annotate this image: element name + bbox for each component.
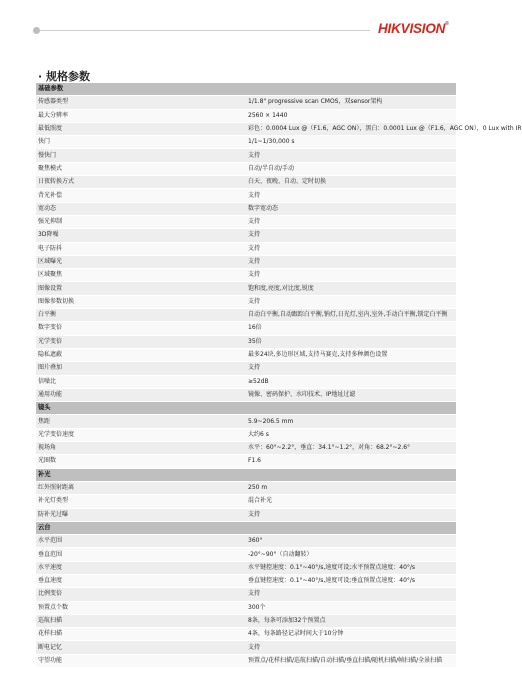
spec-row — [36, 229, 456, 242]
spec-row — [36, 428, 456, 441]
section-header-row — [36, 521, 456, 534]
spec-label: 图像参数切换 — [36, 295, 246, 308]
spec-value: 支持 — [246, 641, 456, 654]
spec-value: 1/1~1/30,000 s — [246, 136, 456, 149]
spec-row — [36, 455, 456, 468]
spec-value: -20°~90°（自动翻转） — [246, 548, 456, 561]
section-header-row — [36, 83, 456, 96]
spec-value: 自动/半自动/手动 — [246, 162, 456, 175]
spec-row — [36, 535, 456, 548]
spec-value: 支持 — [246, 508, 456, 521]
spec-label: 水平范围 — [36, 535, 246, 548]
spec-row — [36, 442, 456, 455]
spec-value: 支持 — [246, 215, 456, 228]
spec-value: 支持 — [246, 362, 456, 375]
spec-label: 视场角 — [36, 442, 246, 455]
spec-value: 白天、夜晚、自动、定时切换 — [246, 176, 456, 189]
spec-row — [36, 162, 456, 175]
spec-row — [36, 322, 456, 335]
spec-label: 背光补偿 — [36, 189, 246, 202]
spec-value: 饱和度,亮度,对比度,锐度 — [246, 282, 456, 295]
spec-row — [36, 122, 456, 135]
spec-row — [36, 415, 456, 428]
spec-value: F1.6 — [246, 455, 456, 468]
spec-label: 最低照度 — [36, 122, 246, 135]
spec-value: 支持 — [246, 242, 456, 255]
section-header-row — [36, 402, 456, 415]
spec-label: 传感器类型 — [36, 96, 246, 109]
spec-label: 聚焦模式 — [36, 162, 246, 175]
spec-row — [36, 335, 456, 348]
spec-label: 日夜转换方式 — [36, 176, 246, 189]
spec-value: 8条，每条可添加32个预置点 — [246, 614, 456, 627]
spec-row — [36, 202, 456, 215]
header-dot — [33, 27, 40, 34]
spec-row — [36, 508, 456, 521]
spec-value: 最多24块,多边形区域,支持马赛克,支持多种颜色设置 — [246, 348, 456, 361]
spec-label: 通用功能 — [36, 388, 246, 401]
spec-value: 支持 — [246, 229, 456, 242]
spec-row — [36, 136, 456, 149]
spec-value: 300个 — [246, 601, 456, 614]
spec-label: 图像设置 — [36, 282, 246, 295]
spec-row — [36, 215, 456, 228]
spec-row — [36, 481, 456, 494]
spec-row — [36, 255, 456, 268]
spec-row — [36, 628, 456, 641]
spec-label: 光学变倍 — [36, 335, 246, 348]
spec-label: 快门 — [36, 136, 246, 149]
spec-row — [36, 309, 456, 322]
spec-label: 红外照射距离 — [36, 481, 246, 494]
spec-row — [36, 654, 456, 667]
spec-label: 光学变倍速度 — [36, 428, 246, 441]
spec-value: 数字宽动态 — [246, 202, 456, 215]
spec-row — [36, 96, 456, 109]
spec-row — [36, 348, 456, 361]
spec-table-body — [36, 83, 522, 668]
spec-label: 焦距 — [36, 415, 246, 428]
spec-label: 花样扫描 — [36, 628, 246, 641]
spec-row — [36, 614, 456, 627]
spec-value: 镜像、密码保护、水印技术、IP地址过滤 — [246, 388, 456, 401]
spec-row — [36, 109, 456, 122]
section-title: 基础参数 — [36, 83, 456, 96]
spec-row — [36, 282, 456, 295]
header-divider — [40, 30, 370, 31]
spec-value: 支持 — [246, 588, 456, 601]
spec-table — [36, 83, 522, 668]
spec-label: 信噪比 — [36, 375, 246, 388]
spec-label: 垂直范围 — [36, 548, 246, 561]
spec-row — [36, 149, 456, 162]
spec-value: 支持 — [246, 189, 456, 202]
spec-value: 4条，每条路径记录时间大于10分钟 — [246, 628, 456, 641]
spec-label: 最大分辨率 — [36, 109, 246, 122]
spec-row — [36, 561, 456, 574]
spec-label: 区域聚焦 — [36, 269, 246, 282]
spec-value: 水平：60°~2.2°，垂直：34.1°~1.2°，对角：68.2°~2.6° — [246, 442, 456, 455]
logo-text: HIKVISION — [378, 21, 446, 36]
spec-value: 360° — [246, 535, 456, 548]
spec-value: 250 m — [246, 481, 456, 494]
section-title: 镜头 — [36, 402, 456, 415]
spec-row — [36, 495, 456, 508]
page-title: · 规格参数 — [38, 70, 91, 83]
spec-label: 守望功能 — [36, 654, 246, 667]
spec-label: 慢快门 — [36, 149, 246, 162]
spec-value: 支持 — [246, 149, 456, 162]
spec-value: 水平键控速度：0.1°~40°/s,速度可设;水平预置点速度：40°/s — [246, 561, 456, 574]
spec-value: 垂直键控速度：0.1°~40°/s,速度可设;垂直预置点速度：40°/s — [246, 574, 456, 587]
spec-value: 支持 — [246, 269, 456, 282]
spec-value: 大约6 s — [246, 428, 456, 441]
spec-label: 宽动态 — [36, 202, 246, 215]
spec-value: 5.9~206.5 mm — [246, 415, 456, 428]
spec-row — [36, 189, 456, 202]
registered-mark: ® — [445, 21, 449, 27]
spec-row — [36, 574, 456, 587]
spec-value: 混合补光 — [246, 495, 456, 508]
section-header-row — [36, 468, 456, 481]
spec-label: 比例变倍 — [36, 588, 246, 601]
spec-label: 预置点个数 — [36, 601, 246, 614]
spec-row — [36, 588, 456, 601]
spec-label: 3D降噪 — [36, 229, 246, 242]
spec-row — [36, 295, 456, 308]
spec-label: 断电记忆 — [36, 641, 246, 654]
section-title: 补光 — [36, 468, 456, 481]
spec-label: 防补光过曝 — [36, 508, 246, 521]
spec-value: 35倍 — [246, 335, 456, 348]
spec-value: 支持 — [246, 255, 456, 268]
spec-row — [36, 176, 456, 189]
spec-value: 1/1.8" progressive scan CMOS，双sensor架构 — [246, 96, 456, 109]
spec-label: 图片叠加 — [36, 362, 246, 375]
spec-value: 16倍 — [246, 322, 456, 335]
spec-value: 支持 — [246, 295, 456, 308]
spec-row — [36, 375, 456, 388]
spec-value: 2560 × 1440 — [246, 109, 456, 122]
spec-row — [36, 548, 456, 561]
spec-label: 强光抑制 — [36, 215, 246, 228]
spec-label: 电子防抖 — [36, 242, 246, 255]
spec-label: 隐私遮蔽 — [36, 348, 246, 361]
spec-label: 补光灯类型 — [36, 495, 246, 508]
spec-row — [36, 269, 456, 282]
spec-row — [36, 641, 456, 654]
spec-row — [36, 388, 456, 401]
spec-label: 区域曝光 — [36, 255, 246, 268]
spec-row — [36, 601, 456, 614]
spec-value: 自动白平衡,自动跟踪白平衡,钠灯,日光灯,室内,室外,手动白平衡,锁定白平衡 — [246, 309, 456, 322]
spec-value: 预置点/花样扫描/巡航扫描/自动扫描/垂直扫描/随机扫描/帧扫描/全景扫描 — [246, 654, 456, 667]
spec-label: 垂直速度 — [36, 574, 246, 587]
hikvision-logo — [378, 21, 449, 36]
spec-label: 白平衡 — [36, 309, 246, 322]
spec-row — [36, 242, 456, 255]
spec-value: 彩色：0.0004 Lux @（F1.6，AGC ON），黑白：0.0001 Lux @（F1.6，AGC ON），0 Lux with IR — [246, 122, 456, 135]
spec-label: 数字变倍 — [36, 322, 246, 335]
spec-label: 光圈数 — [36, 455, 246, 468]
spec-value: ≥52dB — [246, 375, 456, 388]
spec-label: 巡航扫描 — [36, 614, 246, 627]
spec-row — [36, 362, 456, 375]
spec-label: 水平速度 — [36, 561, 246, 574]
section-title: 云台 — [36, 521, 456, 534]
